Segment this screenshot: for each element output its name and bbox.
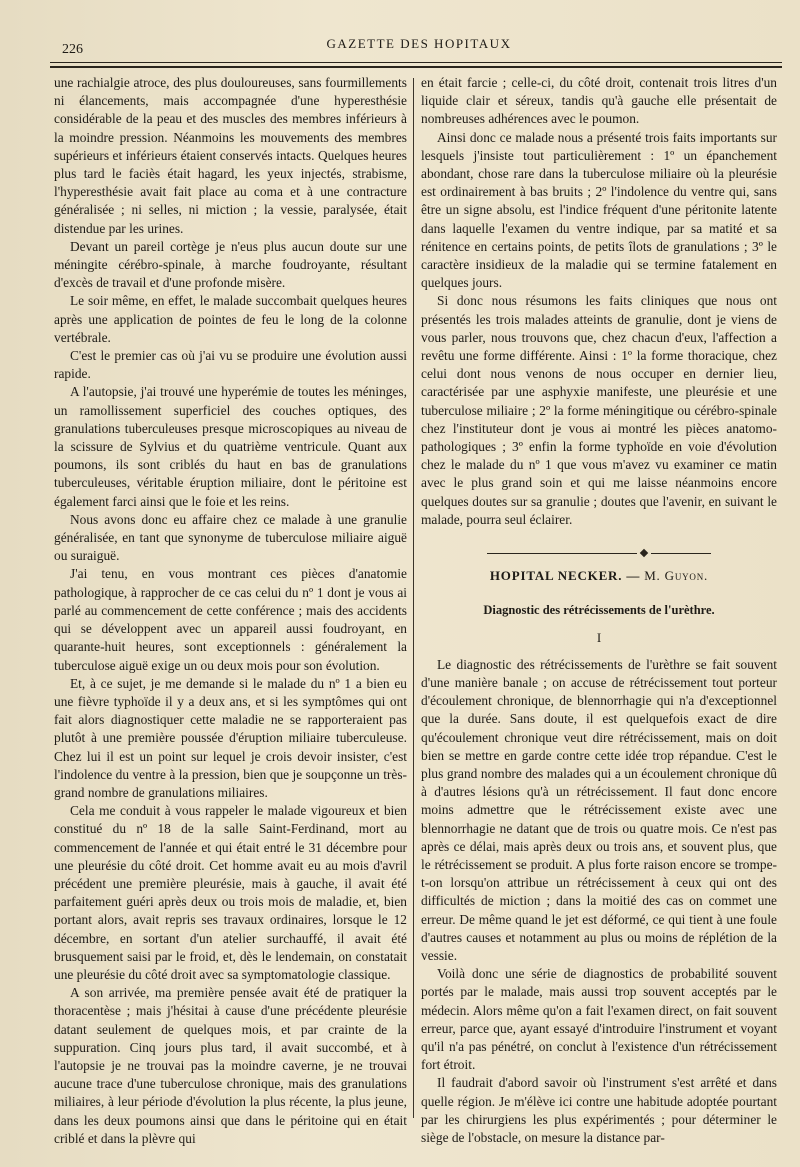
column-divider	[413, 78, 414, 1118]
section-heading	[421, 567, 777, 585]
left-column	[54, 74, 407, 1148]
article-title: Diagnostic des rétrécissements de l'urèthre.	[483, 603, 715, 618]
paragraph: A son arrivée, ma première pensée avait été de pratiquer la thoracentèse ; mais j'hésitai à cause d'une précédente pleurésie datant seulement de quelques mois, et par crainte de la suppuration. Cinq jours plus tard, il avait succombé, et à l'autopsie je ne trouvai pas la moindre caverne, je ne trouvai aucune trace d'une tuberculose chronique, mais des granulations miliaires, à leur période d'évolution la plus récente, la plus jeune, dans les deux poumons ainsi que dans le péritoine qui en était criblé et dans la plèvre qui	[54, 985, 407, 1146]
page-header	[58, 34, 780, 56]
page-number: 226	[62, 42, 83, 57]
paragraph: Nous avons donc eu affaire chez ce malade à une granulie généralisée, en tant que synonyme de tuberculose miliaire aiguë ou suraiguë.	[54, 511, 407, 564]
paragraph: Et, à ce sujet, je me demande si le malade du nº 1 a bien eu une fièvre typhoïde il y a deux ans, et si les symptômes qui ont fait alors diagnostiquer cette maladie ne se rapporteraient pas plutôt à une première poussée d'éruption miliaire tuberculeuse. Chez lui il est un point sur lequel je crois devoir insister, c'est l'indolence du ventre à la pression, bien que je soupçonne un très-grand nombre de granulations miliaires.	[54, 675, 407, 800]
paragraph: Le diagnostic des rétrécissements de l'urèthre se fait souvent d'une manière banale ; on accuse de rétrécissement tout porteur d'écoulement chronique, de blennorrhagie qui n'a d'exceptionnel que la durée. Sans doute, il est quelquefois exact de dire qu'écoulement chronique veut dire rétrécissement, mais on doit bien se mettre en garde contre cette idée trop répandue. C'est le plus grand nombre des malades qui a un écoulement chronique dû à d'autres lésions qu'à un rétrécissement. Il faut donc encore moins admettre que le rétrécissement existe avec une blennorrhagie ne datant que de trois ou quatre mois. Ce n'est pas après ce délai, mais après deux ou trois ans, et souvent plus, que le rétrécissement se produit. A plus forte raison encore se trompe-t-on lorsqu'on attribue un rétrécissement à ceux qui ont des difficultés de miction ; dans la moitié des cas on commet une erreur. De même quand le jet est déformé, ce qui tient à une foule d'autres causes et notamment au plus ou moins de réplétion de la vessie.	[421, 656, 777, 963]
right-column	[421, 74, 777, 1147]
paragraph: une rachialgie atroce, des plus douloureuses, sans fourmillements ni élancements, mais accompagnée d'une hyperesthésie considérable de la peau et des muscles des membres inférieurs à la moindre pression. Néanmoins les mouvements des membres supérieurs et inférieurs étaient conservés intacts. Quelques heures plus tard le faciès était hagard, les yeux injectés, strabisme, l'hyperesthésie avait fait place au coma et à une contracture généralisée ; ni selles, ni miction ; la vessie, paralysée, était distendue par les urines.	[54, 75, 407, 236]
paragraph: Si donc nous résumons les faits cliniques que nous ont présentés les trois malades atteints de granulie, dont je viens de vous parler, nous trouvons que, chez chacun d'eux, l'affection a revêtu une forme différente. Ainsi : 1º la forme thoracique, chez celui dont nous venons de nous occuper en dernier lieu, caractérisée par une asphyxie manifeste, une pleurésie et une tuberculose miliaire ; 2º la forme méningitique ou cérébro-spinale chez l'instituteur dont je vous ai montré les pièces anatomo-pathologiques ; 3º enfin la forme typhoïde en voie d'évolution chez le malade du nº 1 que vous m'avez vu examiner ce matin avec le plus grand soin et qui me laisse néanmoins encore quelques doutes sur sa granulie ; doutes que l'avenir, en suivant le malade, pourra seul éclairer.	[421, 293, 777, 527]
ornamental-separator	[421, 543, 777, 553]
header-rule-thick	[50, 66, 782, 68]
journal-title: GAZETTE DES HOPITAUX	[326, 36, 512, 51]
paragraph: Voilà donc une série de diagnostics de probabilité souvent portés par le malade, mais aussi trop souvent acceptés par le médecin. Alors même qu'on a fait l'examen direct, on fait souvent erreur, parce que, ayant essayé d'introduire l'instrument et voyant qu'il n'a pas pénétré, on conclut à l'existence d'un rétrécissement fort étroit.	[421, 966, 777, 1073]
section-number: I	[596, 630, 602, 646]
paragraph: Cela me conduit à vous rappeler le malade vigoureux et bien constitué du nº 18 de la salle Saint-Ferdinand, mort au commencement de l'année et qui était entré le 31 décembre pour une pleurésie du côté droit. Cet homme avait eu au mois d'avril précédent une première pleurésie, mais à gauche, il avait été parfaitement guéri après deux ou trois mois de maladie, et, bien portant alors, avait repris ses travaux ordinaires, lorsque le 12 décembre, en sortant d'un atelier surchauffé, il avait été brusquement saisi par le froid, et, dès le lendemain, on constatait une pleurésie du côté droit avec sa symptomatologie classique.	[54, 803, 407, 982]
paragraph: Ainsi donc ce malade nous a présenté trois faits importants sur lesquels j'insiste tout particulièrement : 1º un épanchement abondant, chose rare dans la tuberculose miliaire où la pleurésie est ordinairement à bas bruits ; 2º l'indolence du ventre qui, sans être un signe absolu, est l'indice fréquent d'une péritonite latente dans laquelle l'examen du ventre indique, par sa matité et sa rénitence en certains points, de petits îlots de granulations ; 3º le caractère insidieux de la maladie qui se termine fatalement en quelques jours.	[421, 129, 777, 291]
hospital-name: HOPITAL NECKER. —	[489, 568, 645, 584]
paragraph: en était farcie ; celle-ci, du côté droit, contenait trois litres d'un liquide clair et séreux, tandis qu'à gauche elle présentait de nombreuses adhérences avec le poumon.	[421, 75, 777, 127]
author-name: M. Guyon.	[644, 568, 709, 584]
paragraph: Il faudrait d'abord savoir où l'instrument s'est arrêté et dans quelle région. Je m'élève ici contre une habitude adoptée pourtant par les chirurgiens les plus expérimentés ; pour déterminer le siège de l'obstacle, on mesure la distance par-	[421, 1075, 777, 1145]
paragraph: Devant un pareil cortège je n'eus plus aucun doute sur une méningite cérébro-spinale, à marche foudroyante, résultant d'excès de travail et d'une profonde misère.	[54, 238, 407, 291]
paragraph: J'ai tenu, en vous montrant ces pièces d'anatomie pathologique, à rapprocher de ce cas celui du nº 1 dont je vous ai parlé au commencement de cette conférence ; mais des accidents qui se développent avec un appareil aussi foudroyant, en quarante-huit heures, sont exceptionnels : généralement la tuberculose aiguë exige un ou deux mois pour son évolution.	[54, 566, 407, 673]
header-rule	[50, 62, 782, 63]
paragraph: A l'autopsie, j'ai trouvé une hyperémie de toutes les méninges, un ramollissement superficiel des couches optiques, des granulations tuberculeuses presque microscopiques au niveau de la scissure de Sylvius et du quatrième ventricule. Quant aux poumons, ils sont criblés du haut en bas de granulations tuberculeuses, véritable éruption miliaire, dont le péritoine est également farci ainsi que le foie et les reins.	[54, 384, 407, 509]
paragraph: Le soir même, en effet, le malade succombait quelques heures après une application de pointes de feu le long de la colonne vertébrale.	[54, 293, 407, 345]
paragraph: C'est le premier cas où j'ai vu se produire une évolution aussi rapide.	[54, 348, 407, 382]
